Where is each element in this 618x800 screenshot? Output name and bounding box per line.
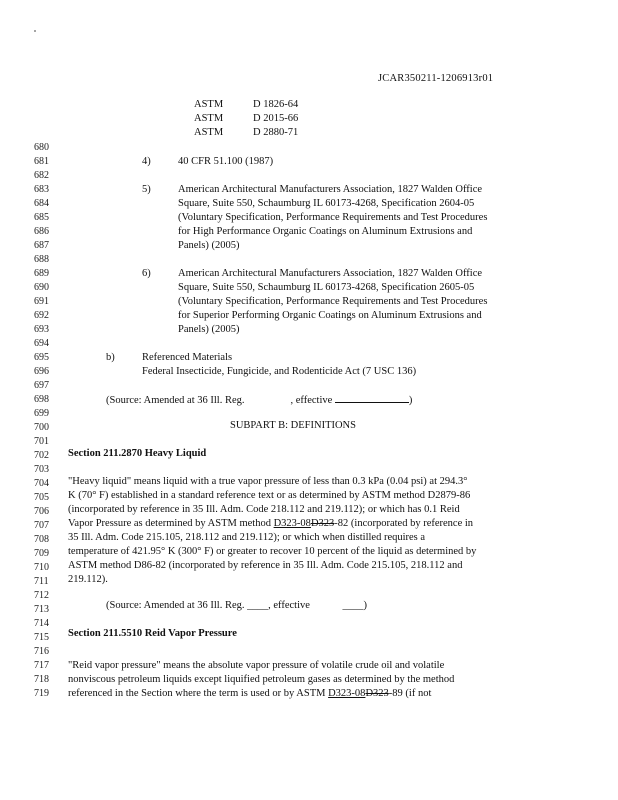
list-item-line: Panels) (2005) xyxy=(178,324,240,335)
line-number: 702 xyxy=(34,450,49,461)
line-number: 715 xyxy=(34,632,49,643)
definition-line: 219.112). xyxy=(68,574,108,585)
definition-line: temperature of 421.95° K (300° F) or greater to recover 10 percent of the liquid as determined by xyxy=(68,546,477,557)
line-number: 717 xyxy=(34,660,49,671)
inserted-text: D323-08 xyxy=(328,688,366,699)
list-item-line: (Voluntary Specification, Performance Requirements and Test Procedures xyxy=(178,296,488,307)
definition-line: referenced in the Section where the term is used or by ASTM D323-08D323-89 (if not xyxy=(68,688,432,699)
list-item-line: (Voluntary Specification, Performance Requirements and Test Procedures xyxy=(178,212,488,223)
list-item-line: Square, Suite 550, Schaumburg IL 60173-4268, Specification 2604-05 xyxy=(178,198,475,209)
scan-speck xyxy=(34,30,36,32)
line-number: 681 xyxy=(34,156,49,167)
definition-line: Vapor Pressure as determined by ASTM method D323-08D323-82 (incorporated by reference in xyxy=(68,518,474,529)
line-number: 687 xyxy=(34,240,49,251)
line-number: 683 xyxy=(34,184,49,195)
source-effective: , effective xyxy=(290,395,333,406)
section-heading: Section 211.5510 Reid Vapor Pressure xyxy=(68,628,237,639)
line-number: 705 xyxy=(34,492,49,503)
line-number: 700 xyxy=(34,422,49,433)
definition-line: (incorporated by reference in 35 Ill. Adm. Code 218.112 and 219.112); or which has 0.1 Reid xyxy=(68,504,460,515)
line-number: 688 xyxy=(34,254,49,265)
list-item-line: for High Performance Organic Coatings on Aluminum Extrusions and xyxy=(178,226,473,237)
line-number: 684 xyxy=(34,198,49,209)
subpart-heading: SUBPART B: DEFINITIONS xyxy=(230,420,356,431)
list-number: 6) xyxy=(142,268,151,279)
list-number: b) xyxy=(106,352,115,363)
list-item-text: 40 CFR 51.100 (1987) xyxy=(178,156,274,167)
line-number: 706 xyxy=(34,506,49,517)
line-number: 697 xyxy=(34,380,49,391)
list-item-line: Panels) (2005) xyxy=(178,240,240,251)
definition-line: ASTM method D86-82 (incorporated by reference in 35 Ill. Adm. Code 215.105, 218.112 and xyxy=(68,560,463,571)
source-prefix: (Source: Amended at 36 Ill. Reg. xyxy=(106,395,245,406)
referenced-material: Federal Insecticide, Fungicide, and Rodenticide Act (7 USC 136) xyxy=(142,366,417,377)
astm-org: ASTM xyxy=(194,99,224,110)
astm-org: ASTM xyxy=(194,127,224,138)
line-number: 692 xyxy=(34,310,49,321)
line-number: 719 xyxy=(34,688,49,699)
referenced-materials-heading: Referenced Materials xyxy=(142,352,233,363)
source-note: (Source: Amended at 36 Ill. Reg. ____, effective ____) xyxy=(106,600,368,611)
line-number: 712 xyxy=(34,590,49,601)
deleted-text: D323 xyxy=(365,688,389,699)
list-item-line: American Architectural Manufacturers Association, 1827 Walden Office xyxy=(178,184,483,195)
line-number: 680 xyxy=(34,142,49,153)
line-number: 708 xyxy=(34,534,49,545)
line-number: 716 xyxy=(34,646,49,657)
line-number: 711 xyxy=(34,576,49,587)
line-number: 691 xyxy=(34,296,49,307)
line-number: 685 xyxy=(34,212,49,223)
line-number: 693 xyxy=(34,324,49,335)
line-number: 689 xyxy=(34,268,49,279)
line-number: 686 xyxy=(34,226,49,237)
list-number: 5) xyxy=(142,184,151,195)
line-number: 690 xyxy=(34,282,49,293)
definition-line: 35 Ill. Adm. Code 215.105, 218.112 and 219.112); or which when distilled requires a xyxy=(68,532,426,543)
line-number: 710 xyxy=(34,562,49,573)
astm-code: D 2880-71 xyxy=(253,127,299,138)
deleted-text: D323 xyxy=(310,518,335,529)
line-number: 698 xyxy=(34,394,49,405)
astm-code: D 2015-66 xyxy=(253,113,299,124)
line-number: 703 xyxy=(34,464,49,475)
definition-line: "Reid vapor pressure" means the absolute vapor pressure of volatile crude oil and volatile xyxy=(68,660,445,671)
line-number: 694 xyxy=(34,338,49,349)
list-number: 4) xyxy=(142,156,151,167)
section-heading: Section 211.2870 Heavy Liquid xyxy=(68,448,207,459)
list-item-line: Square, Suite 550, Schaumburg IL 60173-4268, Specification 2605-05 xyxy=(178,282,475,293)
line-number: 704 xyxy=(34,478,49,489)
line-number: 713 xyxy=(34,604,49,615)
line-number: 682 xyxy=(34,170,49,181)
list-item-line: American Architectural Manufacturers Association, 1827 Walden Office xyxy=(178,268,483,279)
source-note: (Source: Amended at 36 Ill. Reg. , effective ) xyxy=(106,395,413,406)
line-number: 701 xyxy=(34,436,49,447)
line-number: 718 xyxy=(34,674,49,685)
inserted-text: D323-08 xyxy=(273,518,311,529)
line-number: 707 xyxy=(34,520,49,531)
definition-line: K (70° F) established in a standard reference text or as determined by ASTM method D2879-86 xyxy=(68,490,471,501)
blank-line: ____ xyxy=(342,600,364,611)
blank-line: ____ xyxy=(247,600,269,611)
line-number: 695 xyxy=(34,352,49,363)
line-number: 709 xyxy=(34,548,49,559)
line-number: 714 xyxy=(34,618,49,629)
astm-code: D 1826-64 xyxy=(253,99,299,110)
definition-line: "Heavy liquid" means liquid with a true vapor pressure of less than 0.3 kPa (0.04 psi) at 294.3° xyxy=(68,476,468,487)
line-number: 699 xyxy=(34,408,49,419)
document-id: JCAR350211-1206913r01 xyxy=(378,73,494,84)
definition-line: nonviscous petroleum liquids except liquified petroleum gases as determined by the method xyxy=(68,674,455,685)
list-item-line: for Superior Performing Organic Coatings on Aluminum Extrusions and xyxy=(178,310,482,321)
line-number: 696 xyxy=(34,366,49,377)
astm-org: ASTM xyxy=(194,113,224,124)
